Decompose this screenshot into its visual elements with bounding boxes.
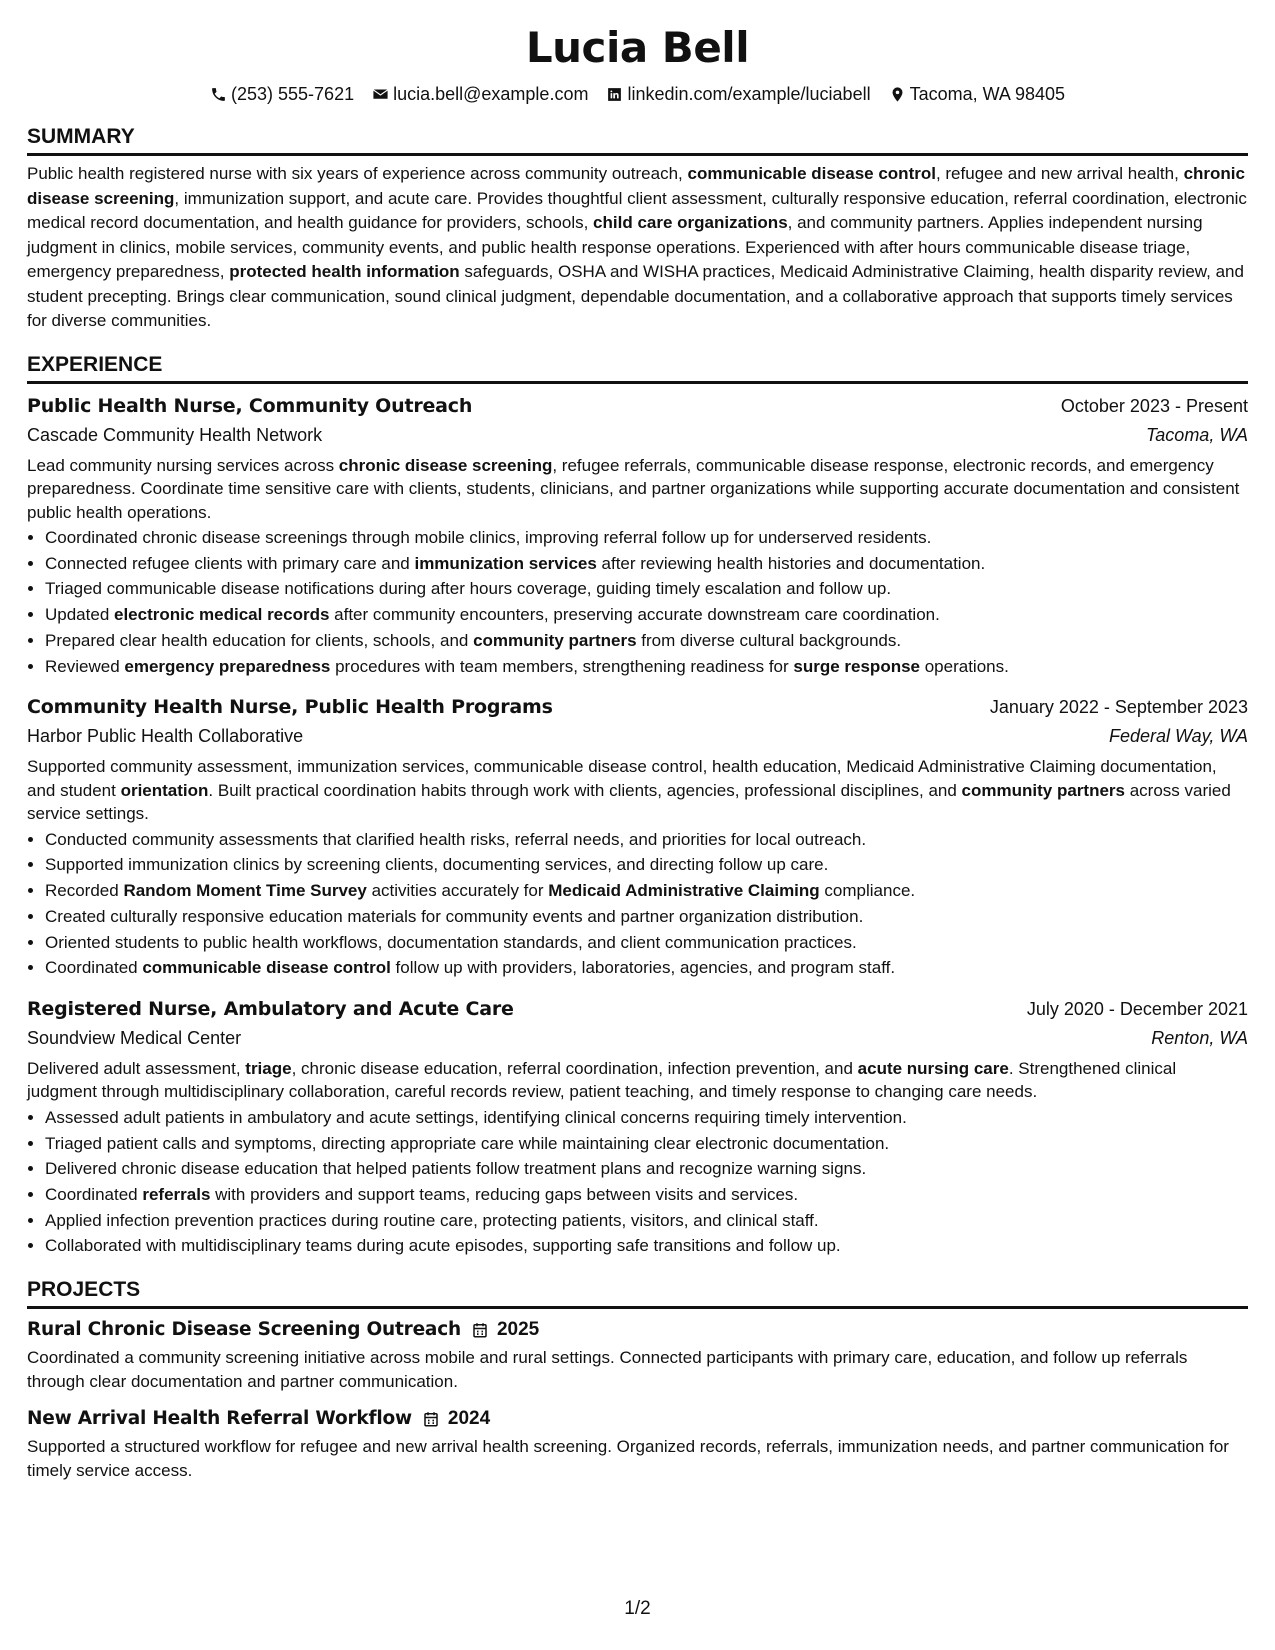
text-run: activities accurately for [366,881,549,901]
project-header [27,1406,1248,1432]
text-run: , and community partners. Applies independent nursing judgment in clinics, mobile services, community events, and public health response operations. Experienced with after hours communicable disease triage, emergency preparedness, [27,213,1203,281]
text-run: compliance. [819,881,916,901]
job-header [27,693,1248,721]
project-list [27,1317,1248,1483]
text-run: Assessed adult patients in ambulatory and acute settings, identifying clinical concerns requiring timely intervention. [45,1107,907,1127]
bullet-item [45,1131,1248,1157]
bold-keyword: community partners [473,630,637,650]
bullet-item [45,1233,1248,1259]
job-entry [27,693,1248,981]
project-entry [27,1317,1248,1394]
bullet-item [45,878,1248,904]
bullet-item [45,654,1248,680]
bold-keyword: Random Moment Time Survey [123,881,367,901]
bullet-item [45,576,1248,602]
job-entry [27,392,1248,680]
contact-phone[interactable] [210,82,354,106]
job-company: Soundview Medical Center [27,1027,242,1048]
job-bullets [27,525,1248,679]
summary-text [27,162,1248,334]
text-run: after community encounters, preserving accurate downstream care coordination. [329,605,940,625]
text-run: with providers and support teams, reducing gaps between visits and services. [210,1185,799,1205]
job-location: Tacoma, WA [1145,424,1248,445]
text-run: Conducted community assessments that clarified health risks, referral needs, and priorities for local outreach. [45,829,867,849]
text-run: , chronic disease education, referral coordination, infection prevention, and [291,1058,858,1078]
text-run: Triaged patient calls and symptoms, directing appropriate care while maintaining clear electronic documentation. [45,1133,890,1153]
project-entry [27,1406,1248,1483]
job-header [27,392,1248,420]
bold-keyword: acute nursing care [857,1058,1009,1078]
text-run: across varied service settings. [27,780,1231,824]
project-year: 2024 [447,1408,491,1430]
job-company: Cascade Community Health Network [27,424,323,445]
contact-linkedin[interactable] [606,82,870,106]
email-text: lucia.bell@example.com [393,84,589,104]
project-description: Supported a structured workflow for refugee and new arrival health screening. Organized records, referrals, immunization needs, and partner communication for timely service access. [27,1437,1229,1481]
bold-keyword: communicable disease control [687,164,936,183]
text-run: Oriented students to public health workflows, documentation standards, and client communication practices. [45,932,857,952]
job-dates: July 2020 - December 2021 [1026,998,1248,1019]
text-run: after reviewing health histories and documentation. [596,553,986,573]
job-title: Community Health Nurse, Public Health Programs [27,696,553,719]
bullet-item [45,852,1248,878]
project-year: 2025 [496,1319,540,1341]
text-run: . Strengthened clinical judgment through multidisciplinary collaboration, careful records review, patient teaching, and timely response to changing care needs. [27,1058,1177,1102]
job-subheader [27,723,1248,749]
text-run: Delivered chronic disease education that helped patients follow treatment plans and recognize warning signs. [45,1159,867,1179]
text-run: Coordinated [45,958,143,978]
job-entry [27,995,1248,1259]
text-run: Public health registered nurse with six years of experience across community outreach, [27,164,688,183]
job-subheader [27,422,1248,448]
envelope-icon [372,86,389,103]
bold-keyword: communicable disease control [142,958,391,978]
text-run: procedures with team members, strengthening readiness for [330,656,794,676]
job-location: Renton, WA [1151,1027,1248,1048]
bold-keyword: immunization services [414,553,597,573]
project-title: New Arrival Health Referral Workflow [27,1408,412,1430]
text-run: safeguards, OSHA and WISHA practices, Medicaid Administrative Claiming, health disparity review, and student precepting. Brings clear communication, sound clinical judgment, dependable documentation, and a collaborative approach that supports timely services for diverse communities. [27,262,1244,330]
bold-keyword: orientation [120,780,209,800]
bold-keyword: protected health information [229,262,460,281]
contact-location [889,82,1065,106]
project-header [27,1317,1248,1343]
linkedin-text: linkedin.com/example/luciabell [627,84,871,104]
text-run: from diverse cultural backgrounds. [636,630,902,650]
project-date [422,1408,490,1430]
bold-keyword: Medicaid Administrative Claiming [548,881,820,901]
bullet-item [45,904,1248,930]
text-run: Coordinated chronic disease screenings through mobile clinics, improving referral follow up for underserved residents. [45,528,932,547]
text-run: . Built practical coordination habits through work with clients, agencies, professional disciplines, and [208,780,962,800]
text-run: Supported community assessment, immunization services, communicable disease control, health education, Medicaid Administrative Claiming documentation, and student [27,757,1217,800]
bullet-item [45,827,1248,853]
text-run: , refugee and new arrival health, [935,164,1184,183]
section-title-summary: SUMMARY [27,124,1248,156]
phone-text: (253) 555-7621 [231,84,355,104]
bold-keyword: chronic disease screening [27,164,1245,208]
text-run: follow up with providers, laboratories, agencies, and program staff. [390,958,896,978]
section-title-projects: PROJECTS [27,1277,1248,1309]
bullet-item [45,930,1248,956]
bold-keyword: surge response [793,656,920,676]
job-description [27,755,1248,826]
map-pin-icon [889,86,906,103]
project-date [471,1319,539,1341]
calendar-icon [471,1321,489,1339]
text-run: Supported immunization clinics by screening clients, documenting services, and directing follow up care. [45,855,829,875]
project-description: Coordinated a community screening initiative across mobile and rural settings. Connected participants with primary care, education, and follow up referrals through clear documentation and partner communication. [27,1348,1188,1392]
text-run: Lead community nursing services across [27,455,339,475]
page-number: 1/2 [624,1598,651,1619]
text-run: Applied infection prevention practices during routine care, protecting patients, visitors, and clinical staff. [45,1210,819,1230]
bold-keyword: child care organizations [593,213,788,232]
job-title: Registered Nurse, Ambulatory and Acute Care [27,997,514,1020]
bold-keyword: electronic medical records [114,605,330,625]
text-run: operations. [920,656,1009,676]
linkedin-icon [606,86,623,103]
experience-section [27,352,1248,1260]
bullet-item [45,1156,1248,1182]
text-run: Coordinated [45,1185,143,1205]
job-description [27,1057,1248,1104]
text-run: Recorded [45,881,124,901]
job-location: Federal Way, WA [1108,726,1248,747]
calendar-icon [422,1410,440,1428]
location-text: Tacoma, WA 98405 [909,84,1065,104]
job-description [27,454,1248,525]
bullet-item [45,1208,1248,1234]
bold-keyword: emergency preparedness [124,656,331,676]
text-run: Prepared clear health education for clients, schools, and [45,630,474,650]
bullet-item [45,1105,1248,1131]
bullet-item [45,551,1248,577]
bullet-item [45,525,1248,551]
job-company: Harbor Public Health Collaborative [27,726,304,747]
projects-section [27,1277,1248,1483]
bullet-item [45,1182,1248,1208]
candidate-name: Lucia Bell [525,23,750,72]
text-run: Collaborated with multidisciplinary teams during acute episodes, supporting safe transitions and follow up. [45,1236,841,1256]
summary-section [27,124,1248,334]
section-title-experience: EXPERIENCE [27,352,1248,384]
bullet-item [45,602,1248,628]
job-header [27,995,1248,1023]
text-run: Connected refugee clients with primary care and [45,553,415,573]
text-run: Reviewed [45,656,125,676]
bold-keyword: chronic disease screening [338,455,553,475]
bold-keyword: referrals [142,1185,211,1205]
bold-keyword: community partners [961,780,1125,800]
text-run: Delivered adult assessment, [27,1058,246,1078]
text-run: Triaged communicable disease notifications during after hours coverage, guiding timely escalation and follow up. [45,579,892,599]
bold-keyword: triage [245,1058,292,1078]
job-dates: January 2022 - September 2023 [989,697,1248,718]
job-title: Public Health Nurse, Community Outreach [27,394,473,417]
project-title: Rural Chronic Disease Screening Outreach [27,1319,461,1341]
job-list [27,392,1248,1260]
job-subheader [27,1025,1248,1051]
bullet-item [45,628,1248,654]
contact-bar [27,82,1248,106]
contact-email[interactable] [372,82,588,106]
text-run: Updated [45,605,114,625]
bullet-item [45,955,1248,981]
text-run: , immunization support, and acute care. Provides thoughtful client assessment, culturally responsive education, referral coordination, electronic medical record documentation, and health guidance for providers, schools, [27,188,1247,232]
job-bullets [27,1105,1248,1259]
text-run: , refugee referrals, communicable disease response, electronic records, and emergency preparedness. Coordinate time sensitive care with clients, students, clinicians, and partner organizations while supporting accurate documentation and consistent public health operations. [27,455,1240,522]
phone-icon [210,86,227,103]
job-bullets [27,827,1248,981]
job-dates: October 2023 - Present [1060,395,1248,416]
text-run: Created culturally responsive education materials for community events and partner organization distribution. [45,906,864,926]
